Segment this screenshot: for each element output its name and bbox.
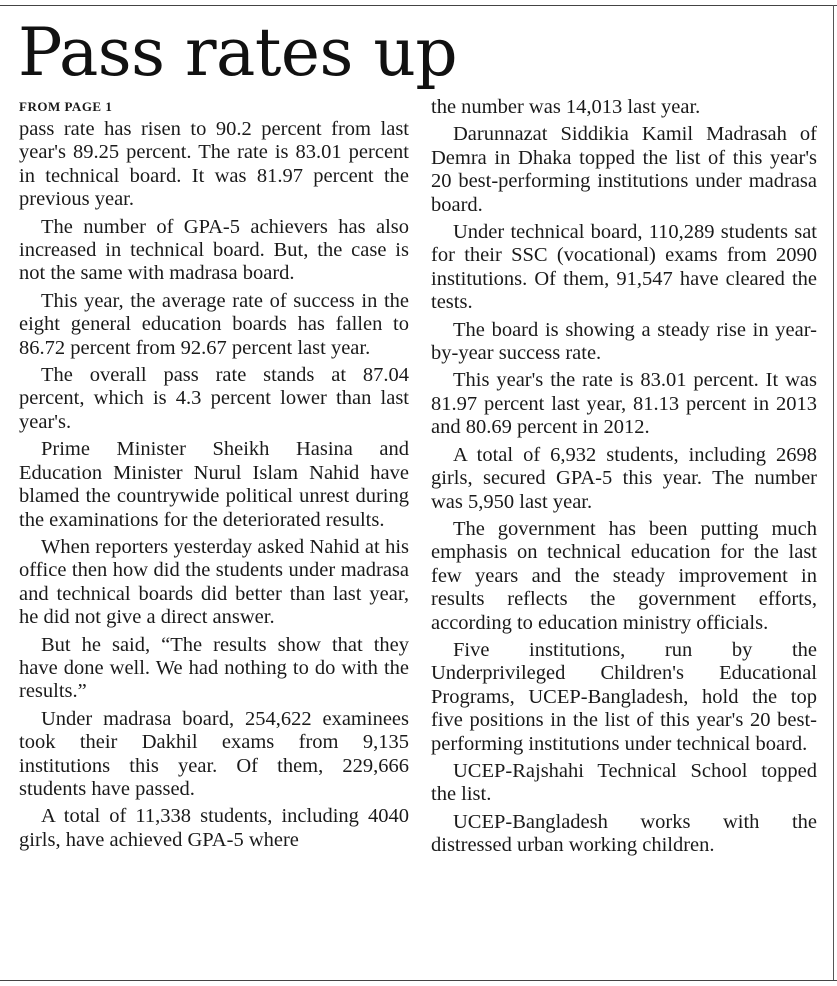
right-column bbox=[431, 96, 817, 862]
kicker: FROM PAGE 1 bbox=[19, 99, 113, 114]
paragraph: The number of GPA-5 achievers has also increased in technical board. But, the case is not the same with madrasa board. bbox=[19, 215, 409, 285]
paragraph: This year's the rate is 83.01 percent. It was 81.97 percent last year, 81.13 percent in 2013 and 80.69 percent in 2012. bbox=[431, 369, 817, 439]
paragraph: the number was 14,013 last year. bbox=[431, 96, 701, 118]
paragraph: Prime Minister Sheikh Hasina and Education Minister Nurul Islam Nahid have blamed the countrywide political unrest during the examinations for the deteriorated results. bbox=[19, 438, 409, 531]
paragraph: The overall pass rate stands at 87.04 percent, which is 4.3 percent lower than last year's. bbox=[19, 364, 409, 433]
paragraph: When reporters yesterday asked Nahid at his office then how did the students under madrasa and technical boards did better than last year, he did not give a direct answer. bbox=[19, 535, 409, 629]
paragraph: The government has been putting much emphasis on technical education for the last few years and the steady improvement in results reflects the government efforts, according to education ministry officials. bbox=[431, 517, 817, 634]
paragraph: pass rate has risen to 90.2 percent from last year's 89.25 percent. The rate is 83.01 percent in technical board. It was 81.97 percent the previous year. bbox=[19, 118, 409, 211]
paragraph: UCEP-Rajshahi Technical School topped the list. bbox=[431, 759, 817, 806]
headline: Pass rates up bbox=[18, 14, 458, 91]
top-rule bbox=[0, 5, 837, 6]
left-column bbox=[19, 96, 409, 856]
paragraph: But he said, “The results show that they have done well. We had nothing to do with the results.” bbox=[19, 633, 409, 703]
bottom-rule bbox=[0, 980, 837, 981]
paragraph: A total of 11,338 students, including 4040 girls, have achieved GPA-5 where bbox=[19, 805, 409, 851]
paragraph: Under technical board, 110,289 students sat for their SSC (vocational) exams from 2090 institutions. Of them, 91,547 have cleared the tests. bbox=[431, 221, 817, 314]
paragraph: The board is showing a steady rise in year-by-year success rate. bbox=[431, 318, 817, 365]
paragraph: UCEP-Bangladesh works with the distressed urban working children. bbox=[431, 810, 817, 857]
right-rule bbox=[833, 5, 834, 981]
paragraph: This year, the average rate of success in the eight general education boards has fallen to 86.72 percent from 92.67 percent last year. bbox=[19, 289, 409, 359]
paragraph: A total of 6,932 students, including 2698 girls, secured GPA-5 this year. The number was 5,950 last year. bbox=[431, 443, 817, 513]
paragraph: Five institutions, run by the Underprivileged Children's Educational Programs, UCEP-Bangladesh, hold the top five positions in the list of this year's 20 best-performing institutions under technical board. bbox=[431, 638, 817, 755]
paragraph: Under madrasa board, 254,622 examinees took their Dakhil exams from 9,135 institutions this year. Of them, 229,666 students have passed. bbox=[19, 707, 409, 800]
paragraph: Darunnazat Siddikia Kamil Madrasah of Demra in Dhaka topped the list of this year's 20 best-performing institutions under madrasa board. bbox=[431, 123, 817, 216]
